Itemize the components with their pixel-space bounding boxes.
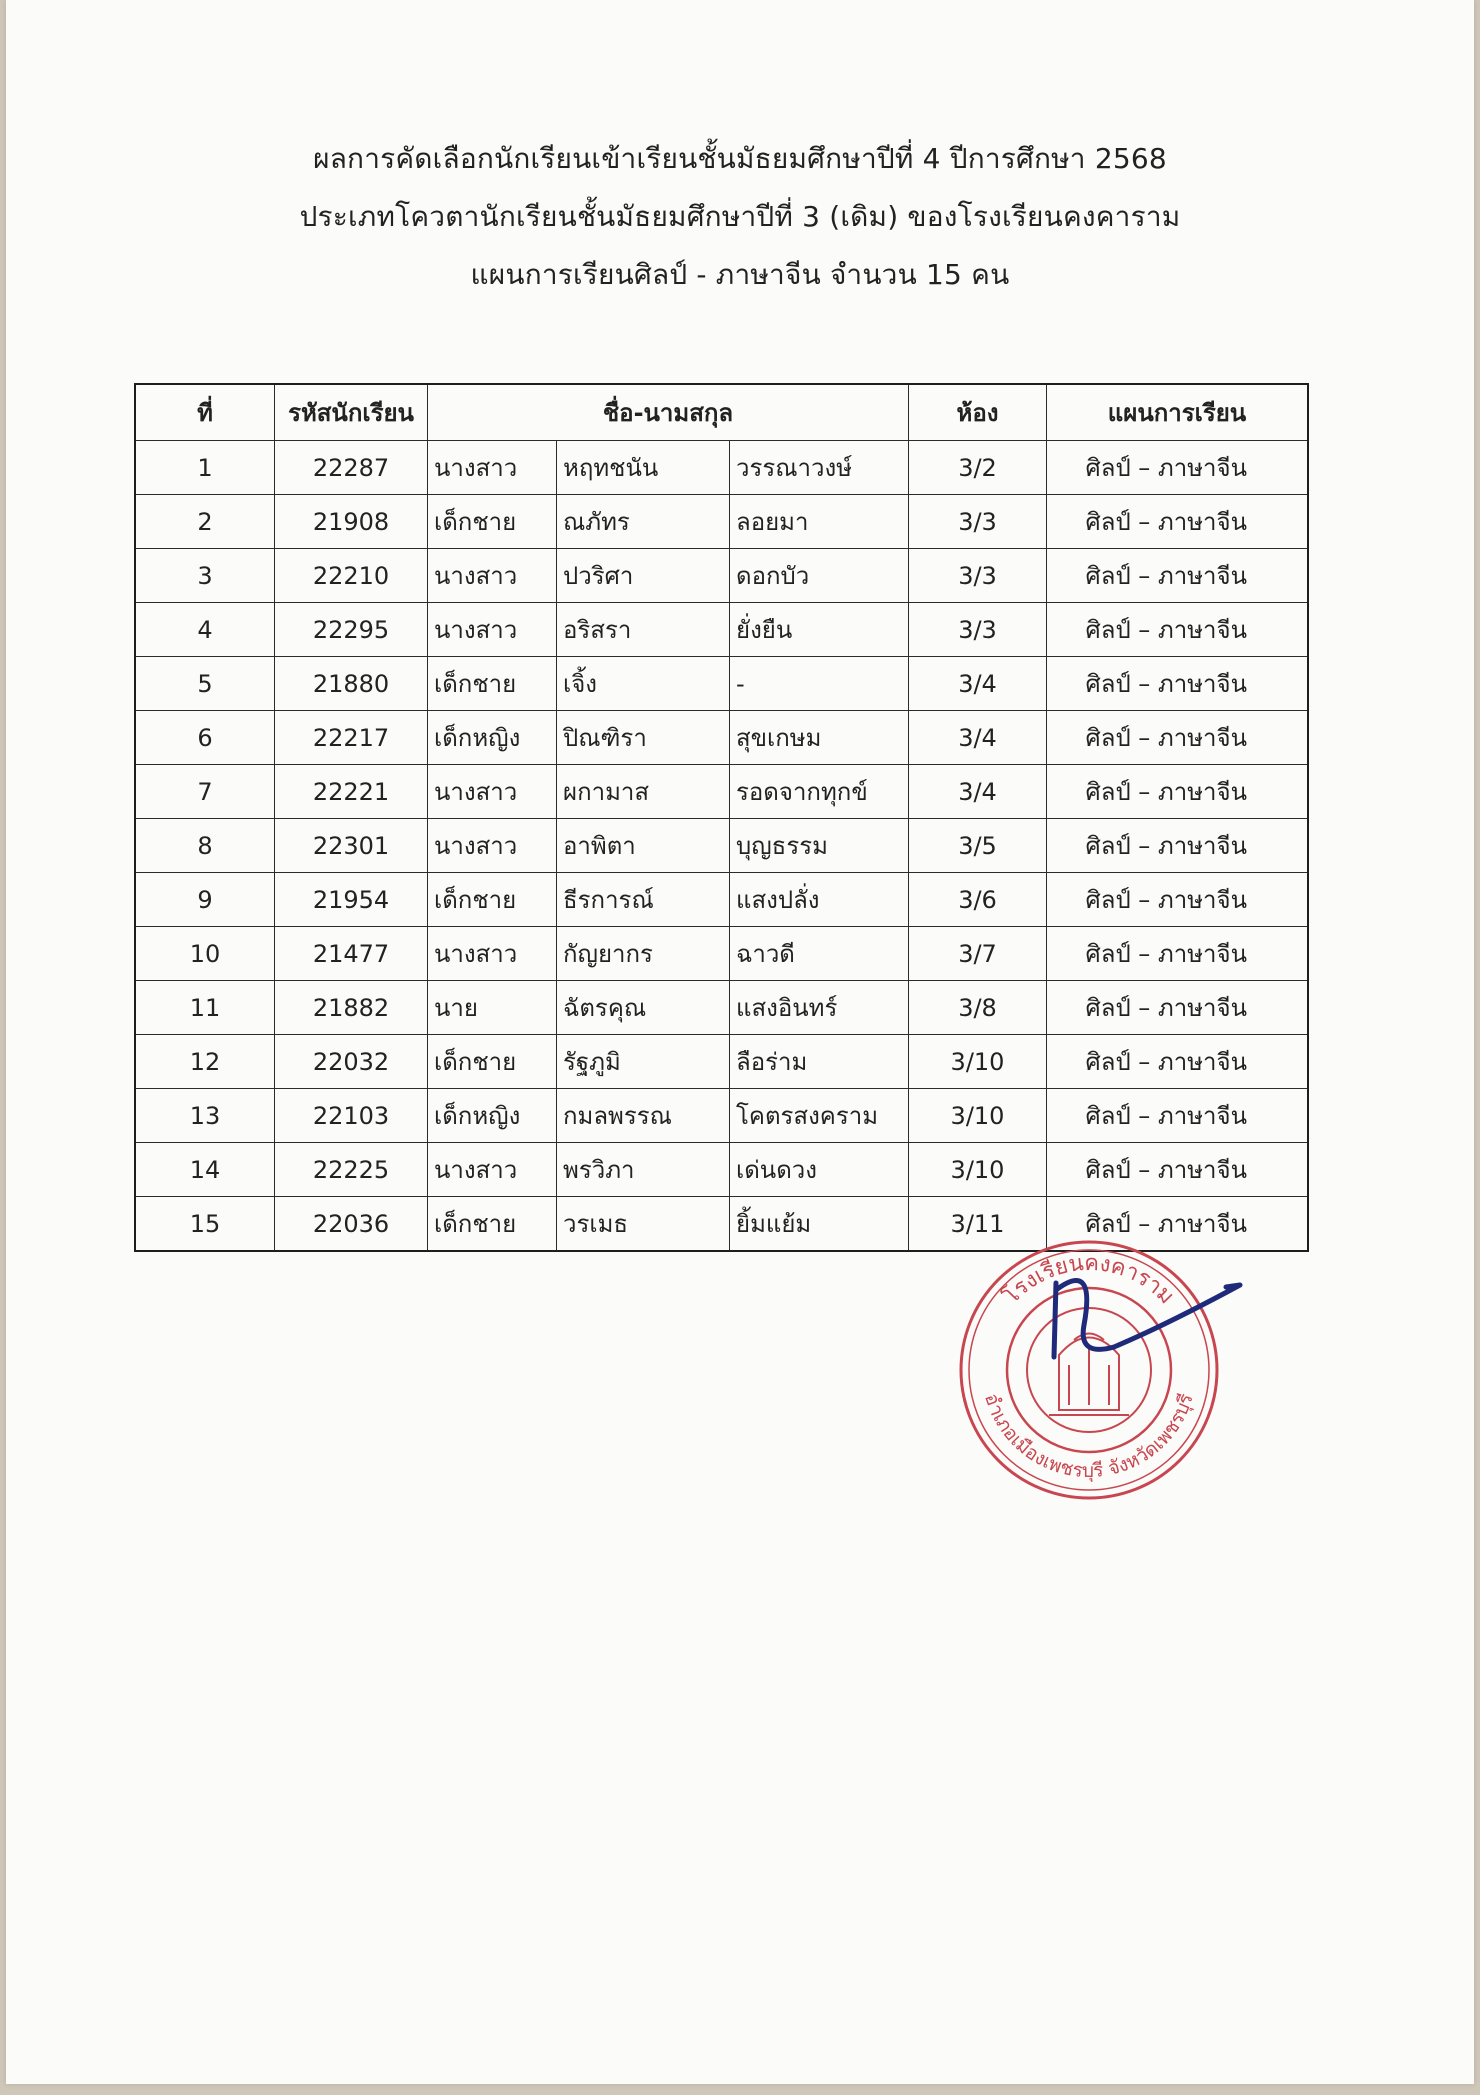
cell-last-name: แสงปลั่ง: [730, 873, 909, 927]
table-row: [135, 603, 1308, 657]
cell-title: นาย: [428, 981, 557, 1035]
cell-student-id: 22295: [275, 603, 428, 657]
cell-first-name: อาพิตา: [557, 819, 730, 873]
student-table: [134, 383, 1309, 1252]
signature: [1026, 1265, 1256, 1375]
table-row: [135, 549, 1308, 603]
cell-last-name: -: [730, 657, 909, 711]
cell-title: นางสาว: [428, 441, 557, 495]
cell-first-name: วรเมธ: [557, 1197, 730, 1252]
cell-plan: ศิลป์ – ภาษาจีน: [1047, 1089, 1309, 1143]
table-row: [135, 765, 1308, 819]
cell-student-id: 22221: [275, 765, 428, 819]
cell-no: 14: [135, 1143, 275, 1197]
cell-student-id: 22287: [275, 441, 428, 495]
cell-plan: ศิลป์ – ภาษาจีน: [1047, 495, 1309, 549]
seal-text-bottom: อำเภอเมืองเพชรบุรี จังหวัดเพชรบุรี: [979, 1390, 1198, 1483]
table-row: [135, 1143, 1308, 1197]
cell-plan: ศิลป์ – ภาษาจีน: [1047, 1143, 1309, 1197]
cell-student-id: 22210: [275, 549, 428, 603]
table-row: [135, 819, 1308, 873]
cell-room: 3/4: [909, 711, 1047, 765]
cell-plan: ศิลป์ – ภาษาจีน: [1047, 819, 1309, 873]
cell-first-name: ฉัตรคุณ: [557, 981, 730, 1035]
cell-room: 3/3: [909, 603, 1047, 657]
cell-last-name: แสงอินทร์: [730, 981, 909, 1035]
cell-plan: ศิลป์ – ภาษาจีน: [1047, 981, 1309, 1035]
cell-first-name: รัฐภูมิ: [557, 1035, 730, 1089]
cell-room: 3/4: [909, 765, 1047, 819]
cell-plan: ศิลป์ – ภาษาจีน: [1047, 441, 1309, 495]
cell-no: 6: [135, 711, 275, 765]
cell-plan: ศิลป์ – ภาษาจีน: [1047, 657, 1309, 711]
col-header-name: ชื่อ-นามสกุล: [428, 384, 909, 441]
cell-title: นางสาว: [428, 549, 557, 603]
cell-room: 3/4: [909, 657, 1047, 711]
cell-title: นางสาว: [428, 927, 557, 981]
cell-last-name: บุญธรรม: [730, 819, 909, 873]
cell-title: เด็กชาย: [428, 1197, 557, 1252]
header-line-1: ผลการคัดเลือกนักเรียนเข้าเรียนชั้นมัธยมศึกษาปีที่ 4 ปีการศึกษา 2568: [313, 142, 1167, 175]
cell-student-id: 21908: [275, 495, 428, 549]
cell-no: 5: [135, 657, 275, 711]
table-row: [135, 873, 1308, 927]
table-body: [135, 441, 1308, 1252]
col-header-room: ห้อง: [909, 384, 1047, 441]
cell-last-name: เด่นดวง: [730, 1143, 909, 1197]
cell-first-name: กมลพรรณ: [557, 1089, 730, 1143]
cell-first-name: ปวริศา: [557, 549, 730, 603]
cell-no: 11: [135, 981, 275, 1035]
cell-room: 3/2: [909, 441, 1047, 495]
cell-last-name: ลอยมา: [730, 495, 909, 549]
cell-plan: ศิลป์ – ภาษาจีน: [1047, 549, 1309, 603]
table-row: [135, 441, 1308, 495]
cell-title: นางสาว: [428, 765, 557, 819]
cell-last-name: วรรณาวงษ์: [730, 441, 909, 495]
table-row: [135, 1089, 1308, 1143]
table-row: [135, 981, 1308, 1035]
cell-title: เด็กหญิง: [428, 711, 557, 765]
col-header-plan: แผนการเรียน: [1047, 384, 1309, 441]
cell-no: 10: [135, 927, 275, 981]
cell-no: 9: [135, 873, 275, 927]
cell-student-id: 22032: [275, 1035, 428, 1089]
cell-title: นางสาว: [428, 819, 557, 873]
cell-title: เด็กชาย: [428, 873, 557, 927]
col-header-student-id: รหัสนักเรียน: [275, 384, 428, 441]
cell-no: 13: [135, 1089, 275, 1143]
cell-first-name: ณภัทร: [557, 495, 730, 549]
cell-student-id: 21880: [275, 657, 428, 711]
cell-first-name: ธีรการณ์: [557, 873, 730, 927]
cell-student-id: 22217: [275, 711, 428, 765]
cell-no: 7: [135, 765, 275, 819]
col-header-no: ที่: [135, 384, 275, 441]
cell-room: 3/3: [909, 495, 1047, 549]
cell-plan: ศิลป์ – ภาษาจีน: [1047, 1197, 1309, 1252]
cell-no: 8: [135, 819, 275, 873]
cell-plan: ศิลป์ – ภาษาจีน: [1047, 1035, 1309, 1089]
cell-student-id: 21954: [275, 873, 428, 927]
table-row: [135, 711, 1308, 765]
cell-last-name: สุขเกษม: [730, 711, 909, 765]
cell-first-name: พรวิภา: [557, 1143, 730, 1197]
document-header: [6, 130, 1474, 304]
cell-first-name: อริสรา: [557, 603, 730, 657]
cell-student-id: 21882: [275, 981, 428, 1035]
cell-last-name: โคตรสงคราม: [730, 1089, 909, 1143]
cell-last-name: ยั่งยืน: [730, 603, 909, 657]
cell-student-id: 22225: [275, 1143, 428, 1197]
cell-plan: ศิลป์ – ภาษาจีน: [1047, 873, 1309, 927]
cell-student-id: 22036: [275, 1197, 428, 1252]
table-row: [135, 495, 1308, 549]
cell-last-name: ดอกบัว: [730, 549, 909, 603]
cell-room: 3/10: [909, 1143, 1047, 1197]
cell-title: นางสาว: [428, 603, 557, 657]
cell-room: 3/6: [909, 873, 1047, 927]
cell-plan: ศิลป์ – ภาษาจีน: [1047, 711, 1309, 765]
cell-room: 3/5: [909, 819, 1047, 873]
cell-title: เด็กหญิง: [428, 1089, 557, 1143]
cell-first-name: ปิณฑิรา: [557, 711, 730, 765]
cell-room: 3/10: [909, 1035, 1047, 1089]
cell-first-name: กัญยากร: [557, 927, 730, 981]
cell-no: 4: [135, 603, 275, 657]
cell-no: 3: [135, 549, 275, 603]
cell-plan: ศิลป์ – ภาษาจีน: [1047, 927, 1309, 981]
cell-title: เด็กชาย: [428, 1035, 557, 1089]
cell-first-name: ผกามาส: [557, 765, 730, 819]
cell-room: 3/8: [909, 981, 1047, 1035]
cell-student-id: 22103: [275, 1089, 428, 1143]
cell-first-name: เจิ้ง: [557, 657, 730, 711]
cell-student-id: 22301: [275, 819, 428, 873]
cell-last-name: ยิ้มแย้ม: [730, 1197, 909, 1252]
cell-last-name: ลือร่าม: [730, 1035, 909, 1089]
cell-plan: ศิลป์ – ภาษาจีน: [1047, 603, 1309, 657]
cell-last-name: ฉาวดี: [730, 927, 909, 981]
cell-title: เด็กชาย: [428, 495, 557, 549]
cell-last-name: รอดจากทุกข์: [730, 765, 909, 819]
cell-student-id: 21477: [275, 927, 428, 981]
cell-no: 12: [135, 1035, 275, 1089]
table-row: [135, 657, 1308, 711]
header-line-3: แผนการเรียนศิลป์ - ภาษาจีน จำนวน 15 คน: [470, 258, 1010, 291]
cell-room: 3/3: [909, 549, 1047, 603]
cell-no: 15: [135, 1197, 275, 1252]
cell-title: นางสาว: [428, 1143, 557, 1197]
seal-text-top: โรงเรียนคงคาราม: [998, 1250, 1179, 1310]
cell-title: เด็กชาย: [428, 657, 557, 711]
table-header-row: [135, 384, 1308, 441]
cell-no: 1: [135, 441, 275, 495]
cell-no: 2: [135, 495, 275, 549]
cell-room: 3/11: [909, 1197, 1047, 1252]
cell-room: 3/10: [909, 1089, 1047, 1143]
table-row: [135, 927, 1308, 981]
table-row: [135, 1035, 1308, 1089]
cell-first-name: หฤทชนัน: [557, 441, 730, 495]
document-page: [6, 0, 1474, 2084]
cell-room: 3/7: [909, 927, 1047, 981]
cell-plan: ศิลป์ – ภาษาจีน: [1047, 765, 1309, 819]
header-line-2: ประเภทโควตานักเรียนชั้นมัธยมศึกษาปีที่ 3 (เดิม) ของโรงเรียนคงคาราม: [299, 200, 1181, 233]
